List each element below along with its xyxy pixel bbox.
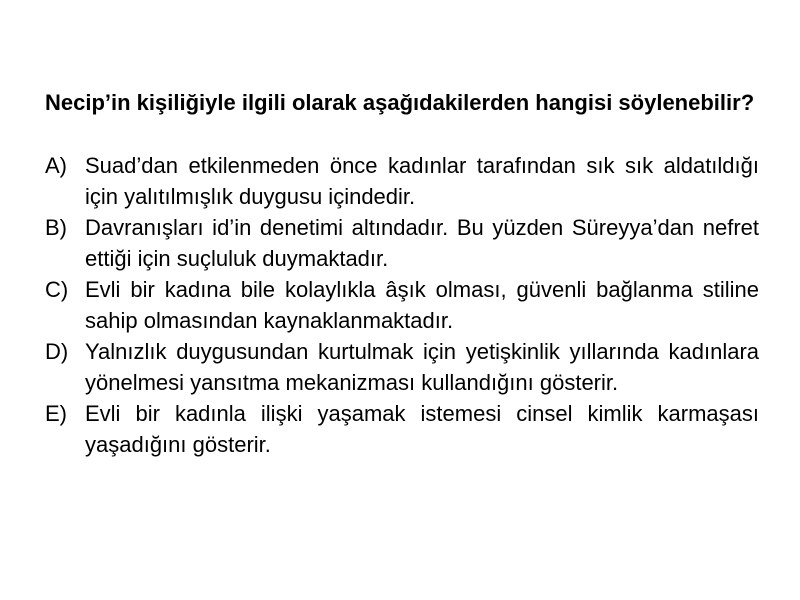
- option-text: Evli bir kadına bile kolaylıkla âşık olması, güvenli bağlanma stiline sahip olmasından kaynaklanmaktadır.: [85, 277, 759, 333]
- option-c: [45, 274, 759, 336]
- option-text: Davranışları id’in denetimi altındadır. Bu yüzden Süreyya’dan nefret ettiği için suçluluk duymaktadır.: [85, 215, 759, 271]
- option-text: Yalnızlık duygusundan kurtulmak için yetişkinlik yıllarında kadınlara yönelmesi yansıtma mekanizması kullandığını gösterir.: [85, 339, 759, 395]
- option-letter: A): [45, 153, 67, 178]
- answer-options-list: [45, 150, 759, 460]
- option-text: Evli bir kadınla ilişki yaşamak istemesi cinsel kimlik karmaşası yaşadığını gösterir.: [85, 401, 759, 457]
- option-letter: E): [45, 401, 67, 426]
- slide-content: [45, 87, 759, 460]
- option-e: [45, 398, 759, 460]
- option-letter: C): [45, 277, 69, 302]
- question-text: Necip’in kişiliğiyle ilgili olarak aşağıdakilerden hangisi söylenebilir?: [45, 90, 755, 115]
- option-a: [45, 150, 759, 212]
- option-letter: D): [45, 339, 69, 364]
- option-letter: B): [45, 215, 67, 240]
- option-b: [45, 212, 759, 274]
- option-text: Suad’dan etkilenmeden önce kadınlar tarafından sık sık aldatıldığı için yalıtılmışlık duygusu içindedir.: [85, 153, 759, 209]
- option-d: [45, 336, 759, 398]
